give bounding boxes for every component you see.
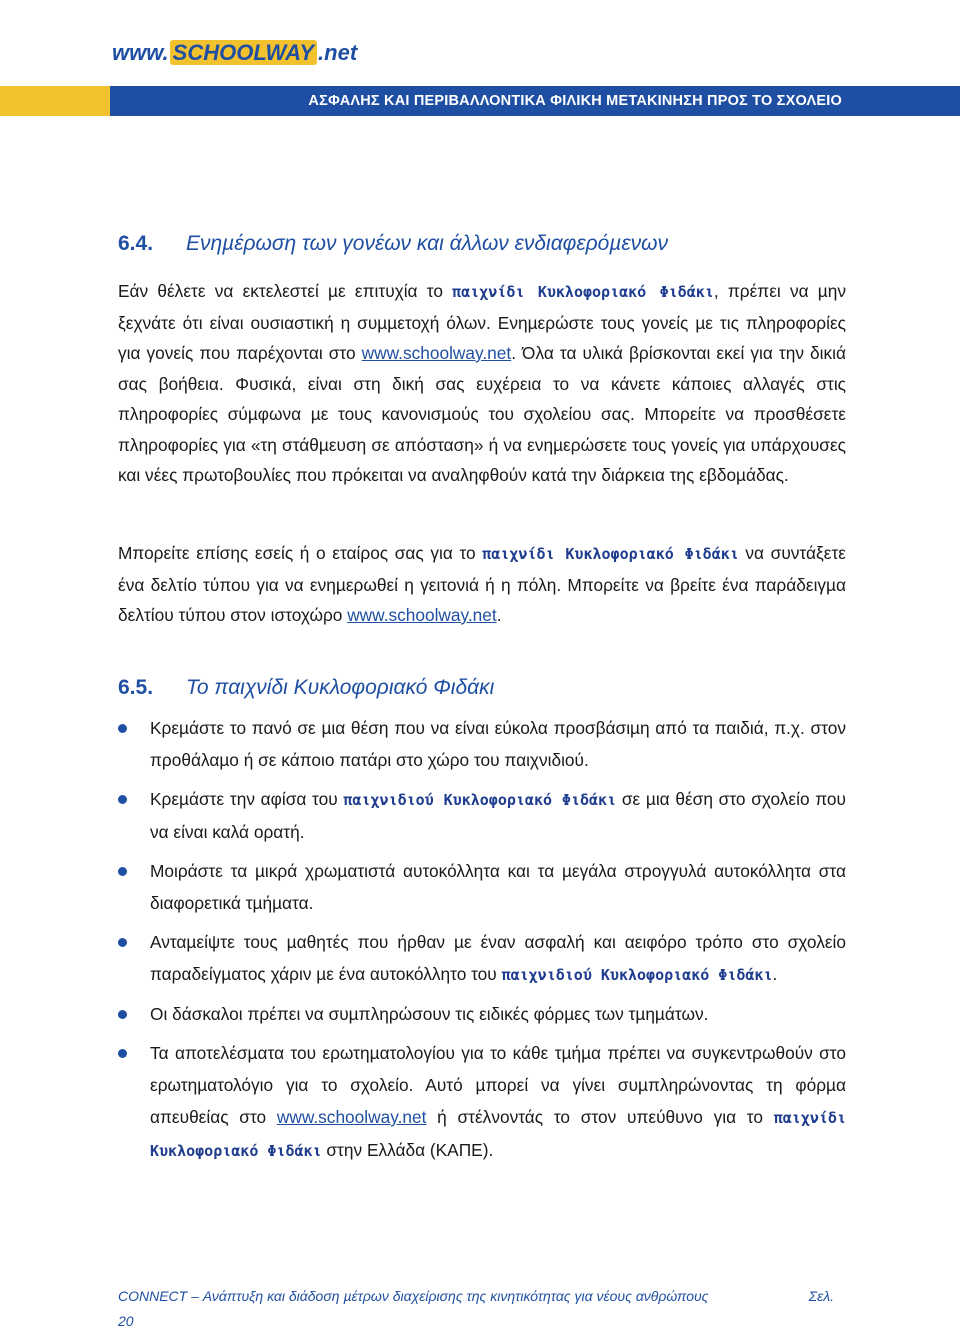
footer-text: CONNECT – Ανάπτυξη και διάδοση µέτρων διαχείρισης της κινητικότητας για νέους ανθρώπους (118, 1288, 709, 1304)
bullet-icon (118, 795, 127, 804)
game-name: παιχνιδιού Κυκλοφοριακό Φιδάκι (501, 966, 773, 984)
schoolway-link[interactable]: www.schoolway.net (347, 605, 497, 625)
schoolway-link[interactable]: www.schoolway.net (361, 343, 512, 363)
logo-prefix: www. (112, 40, 169, 65)
paragraph-1: Εάν θέλετε να εκτελεστεί µε επιτυχία το παιχνίδι Κυκλοφοριακό Φιδάκι, πρέπει να µην ξεχνάτε ότι είναι ουσιαστική η συµµετοχή όλων. Ενηµερώστε τους γονείς µε τις πληροφορίες για γονείς που παρέχονται στο www.schoolway.net. Όλα τα υλικά βρίσκονται εκεί για την δικιά σας βοήθεια. Φυσικά, είναι στη δική σας ευχέρεια το να κάνετε κάποιες αλλαγές στις πληροφορίες σύµφωνα µε τους κανονισµούς του σχολείου σας. Μπορείτε να προσθέσετε πληροφορίες για «τη στάθµευση σε απόσταση» ή να ενηµερώσετε τους γονείς για υπάρχουσες και νέες πρωτοβουλίες που πρόκειται να αναληφθούν κατά την διάρκεια της εβδοµάδας. (118, 281, 846, 485)
list-item: Μοιράστε τα µικρά χρωµατιστά αυτοκόλλητα και τα µεγάλα στρογγυλά αυτοκόλλητα στα διαφορετικά τµήµατα. (118, 855, 846, 919)
logo-suffix: .net (318, 40, 358, 65)
list-item: Ανταµείψτε τους µαθητές που ήρθαν µε έναν ασφαλή και αειφόρο τρόπο στο σχολείο παραδείγµατος χάριν µε ένα αυτοκόλλητο του παιχνιδιού Κυκλοφοριακό Φιδάκι. (118, 926, 846, 991)
header-bar (0, 86, 960, 116)
bullet-list (118, 712, 846, 1174)
bullet-icon (118, 724, 127, 733)
page-number: 20 (118, 1313, 134, 1329)
section-heading-6-5 (118, 676, 494, 700)
header-tagline: ΑΣΦΑΛΗΣ ΚΑΙ ΠΕΡΙΒΑΛΛΟΝΤΙΚΑ ΦΙΛΙΚΗ ΜΕΤΑΚΙΝΗΣΗ ΠΡΟΣ ΤΟ ΣΧΟΛΕΙΟ (308, 93, 842, 109)
page-footer (118, 1288, 846, 1329)
list-item: Κρεµάστε την αφίσα του παιχνιδιού Κυκλοφοριακό Φιδάκι σε µια θέση στο σχολείο που να είναι καλά ορατή. (118, 783, 846, 848)
page-label: Σελ. (808, 1288, 834, 1304)
schoolway-logo (112, 40, 357, 66)
game-name: παιχνίδι Κυκλοφοριακό Φιδάκι (452, 283, 714, 301)
bullet-icon (118, 938, 127, 947)
section-title: Το παιχνίδι Κυκλοφοριακό Φιδάκι (186, 676, 495, 699)
bullet-icon (118, 1049, 127, 1058)
game-name: παιχνίδι Κυκλοφοριακό Φιδάκι (150, 1109, 846, 1160)
list-item: Κρεµάστε το πανό σε µια θέση που να είναι εύκολα προσβάσιµη από τα παιδιά, π.χ. στον προθάλαµο ή σε κάποιο πατάρι στο χώρο του παιχνιδιού. (118, 712, 846, 776)
paragraph-2: Μπορείτε επίσης εσείς ή ο εταίρος σας για το παιχνίδι Κυκλοφοριακό Φιδάκι να συντάξετε ένα δελτίο τύπου για να ενηµερωθεί η γειτονιά ή η πόλη. Μπορείτε να βρείτε ένα παράδειγµα δελτίου τύπου στον ιστοχώρο www.schoolway.net. (118, 543, 846, 625)
section-number: 6.4. (118, 232, 154, 255)
section-title: Ενηµέρωση των γονέων και άλλων ενδιαφερόµενων (186, 232, 668, 255)
game-name: παιχνίδι Κυκλοφοριακό Φιδάκι (482, 545, 739, 563)
list-item: Οι δάσκαλοι πρέπει να συµπληρώσουν τις ειδικές φόρµες των τµηµάτων. (118, 998, 846, 1030)
bullet-icon (118, 867, 127, 876)
list-item: Τα αποτελέσµατα του ερωτηµατολογίου για το κάθε τµήµα πρέπει να συγκεντρωθούν στο ερωτηµατολόγιο για το σχολείο. Αυτό µπορεί να γίνει συµπληρώνοντας τη φόρµα απευθείας στο www.schoolway.net ή στέλνοντάς το στον υπεύθυνο για το παιχνίδι Κυκλοφοριακό Φιδάκι στην Ελλάδα (ΚΑΠΕ). (118, 1037, 846, 1167)
bullet-icon (118, 1010, 127, 1019)
schoolway-link[interactable]: www.schoolway.net (276, 1107, 427, 1127)
game-name: παιχνιδιού Κυκλοφοριακό Φιδάκι (343, 791, 617, 809)
header-accent (0, 86, 110, 116)
logo-brand: SCHOOLWAY (170, 40, 317, 65)
section-number: 6.5. (118, 676, 154, 699)
section-heading-6-4 (118, 232, 668, 256)
